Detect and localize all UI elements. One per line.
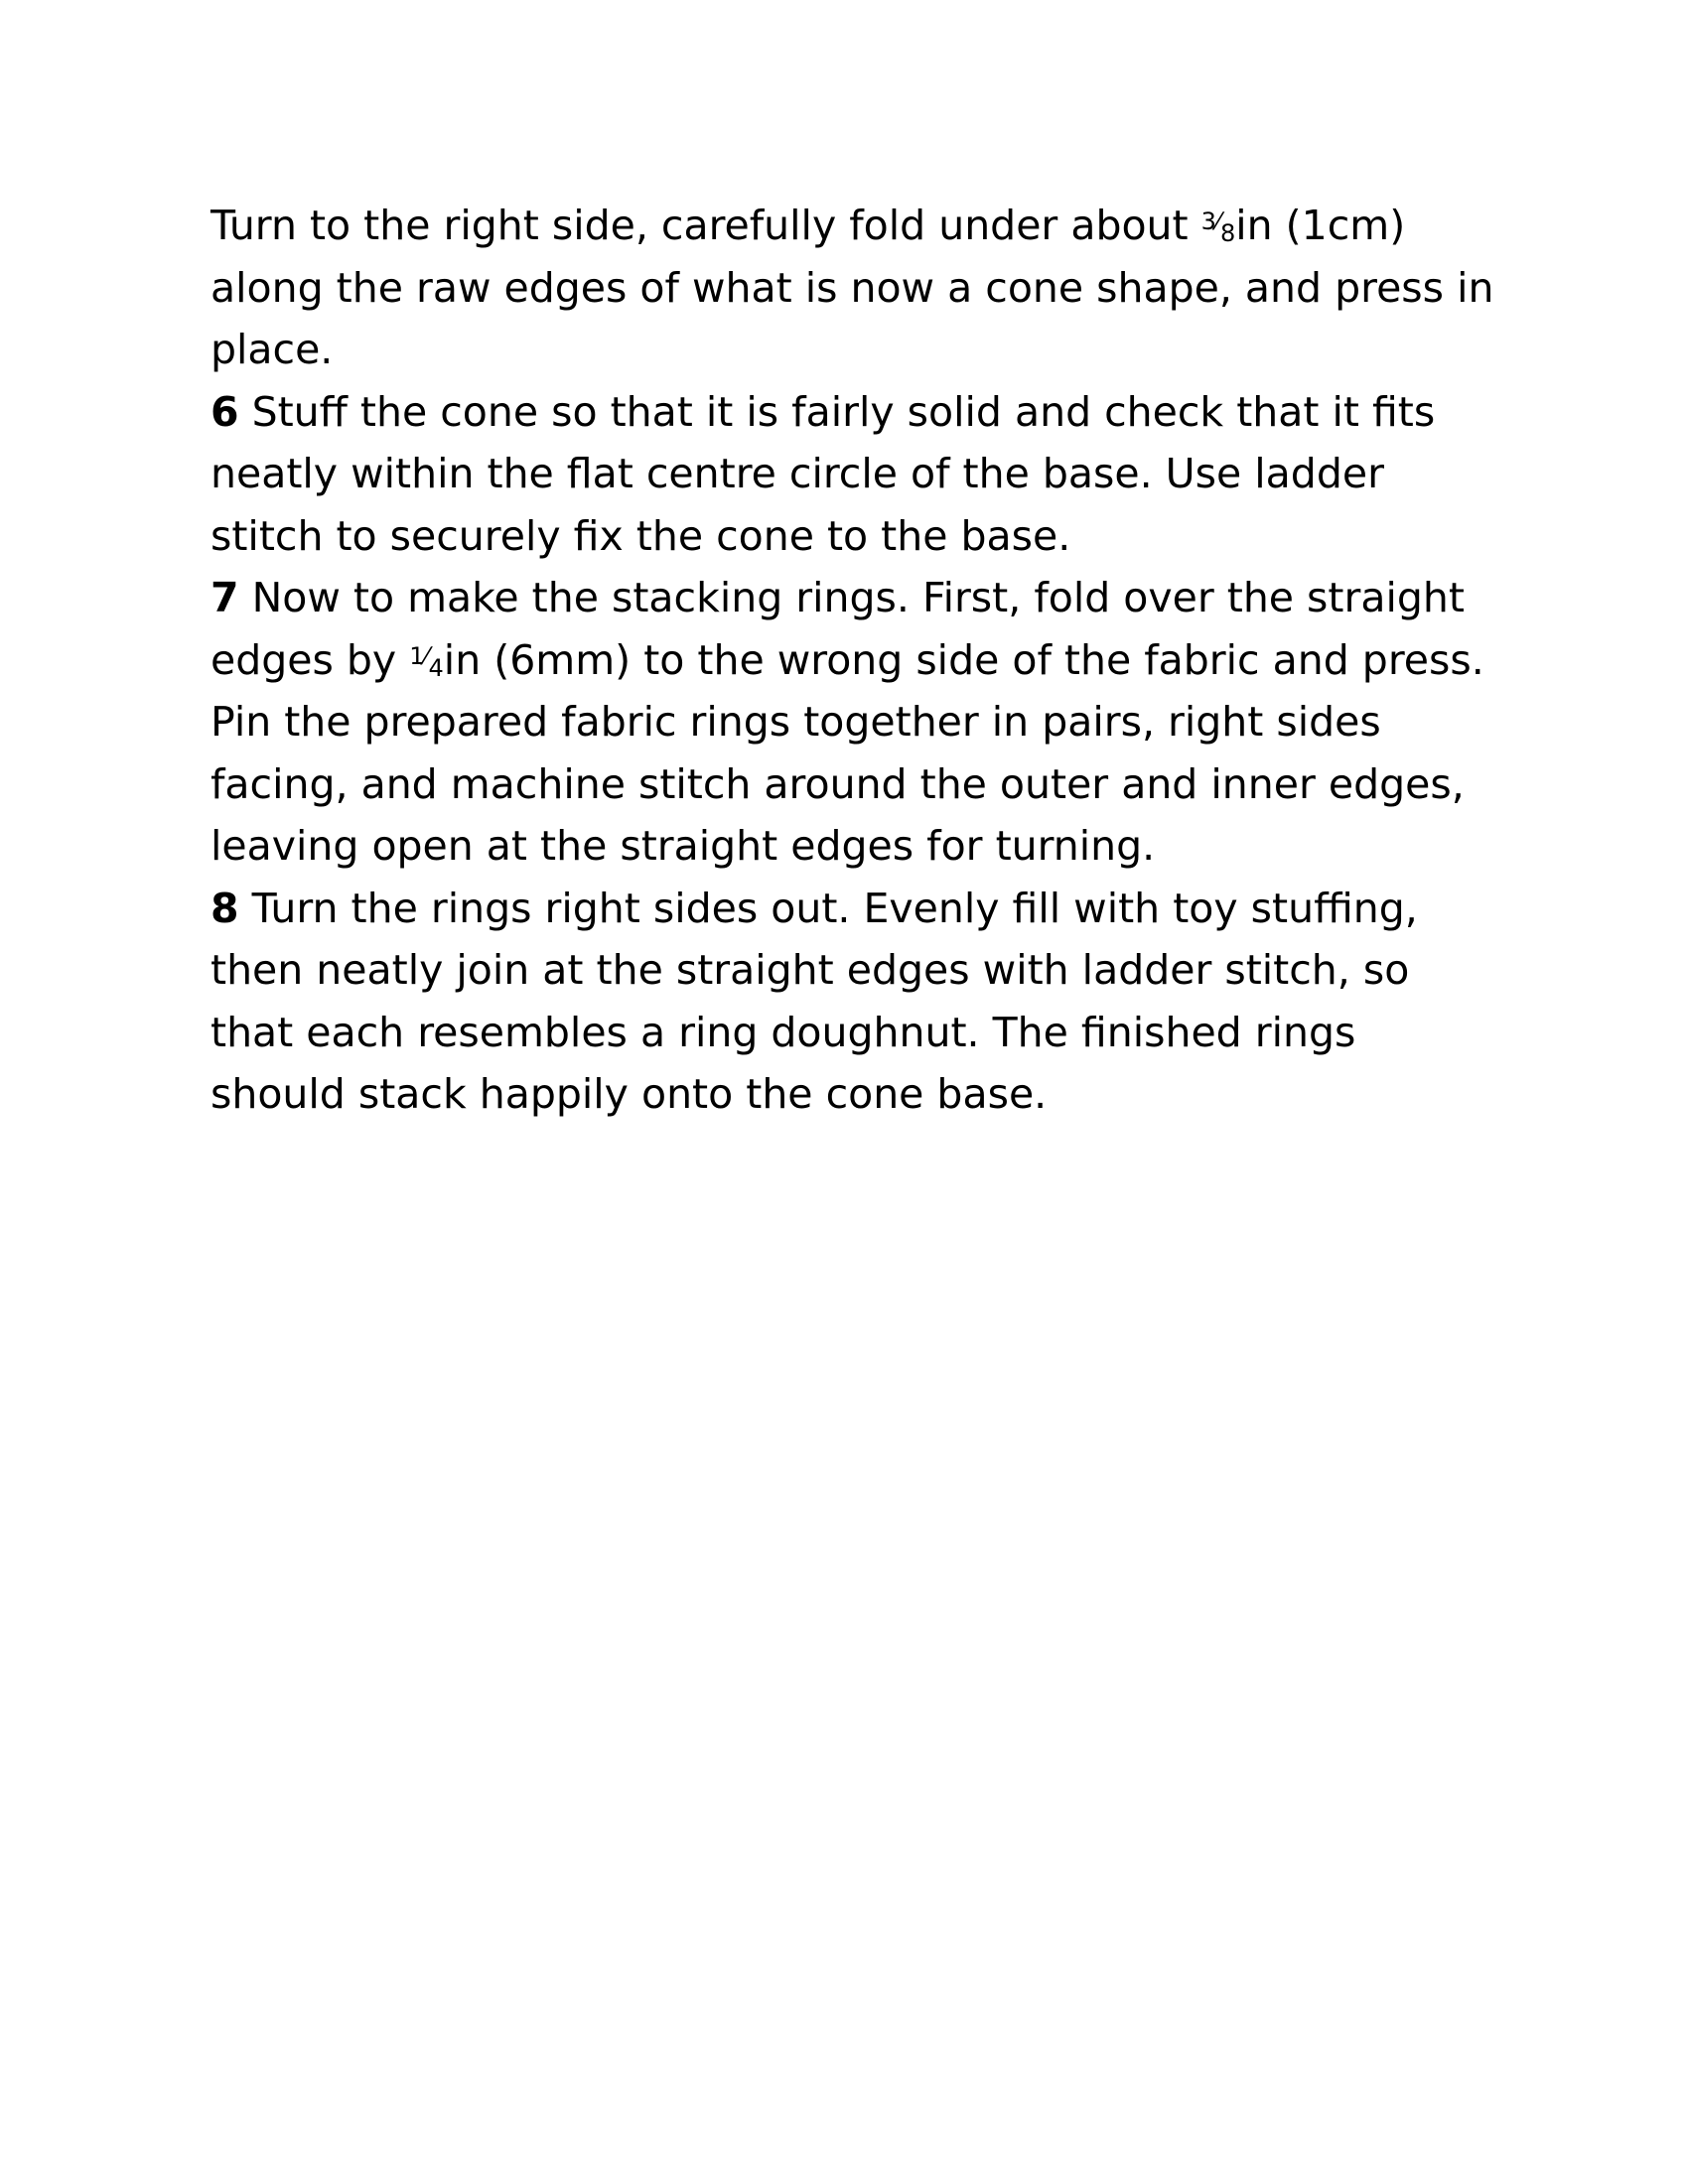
step-6-text: Stuff the cone so that it is fairly solid and check that it fits neatly within the flat centre circle of the base. Use ladder stitch to securely fix the cone to the base. [211,387,1436,560]
fraction-slash: ⁄ [1215,207,1220,235]
intro-text-part1: Turn to the right side, carefully fold under about [211,202,1201,249]
fraction-three-eighths [1201,209,1236,245]
fraction-numerator: 3 [1200,207,1216,235]
step-7-number: 7 [211,574,239,621]
intro-paragraph [211,195,1501,381]
step-6-number: 6 [211,387,239,436]
step-8-paragraph [211,878,1501,1126]
fraction-one-quarter [409,641,444,682]
step-7-text-part2: in (6mm) to the wrong side of the fabric and press. Pin the prepared fabric rings together in pairs, right sides facing, and machine stitch around the outer and inner edges, leaving open at the straight edges for turning. [211,635,1484,870]
fraction-denominator: 4 [428,653,444,682]
step-7-paragraph [211,567,1501,878]
step-8-text: Turn the rings right sides out. Evenly fill with toy stuffing, then neatly join at the straight edges with ladder stitch, so that each resembles a ring doughnut. The finished rings should stack happily onto the cone base. [211,884,1418,1118]
fraction-numerator: 1 [409,641,425,670]
step-7-text-part1: Now to make the stacking rings. First, fold over the straight edges by [211,574,1465,684]
step-6-paragraph [211,381,1501,568]
fraction-denominator: 8 [1219,219,1236,247]
fraction-slash: ⁄ [424,641,429,670]
step-8-number: 8 [211,884,239,932]
instructions-text [211,195,1501,1126]
intro-text-part2: in (1cm) along the raw edges of what is now a cone shape, and press in place. [211,202,1494,373]
